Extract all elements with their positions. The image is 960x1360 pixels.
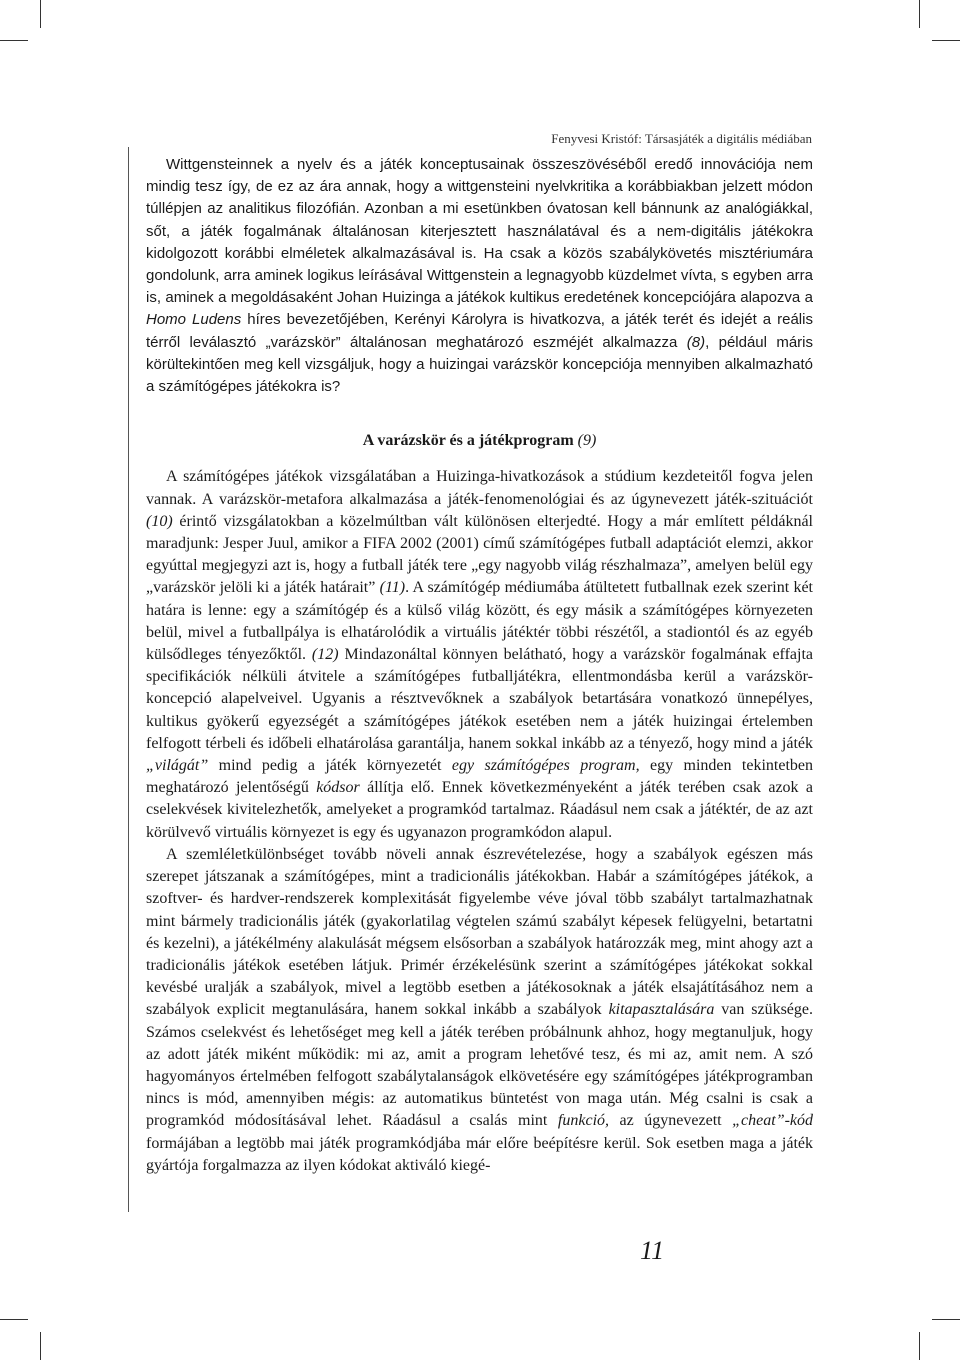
text-run: . A számítógép médiumába átültetett futballnak ezek szerint két határa is lenne: egy a számítógép és a külső világ között, és egy másik a számítógépes környezeten belül, mivel a futballpálya is elhatárolódik a virtuális játéktér többi részétől, a stadiontól és az egyéb külsődleges tényezőktől.	[146, 579, 814, 664]
text-run: Wittgensteinnek a nyelv és a játék konceptusainak összeszövéséből eredő innovációja nem mindig tesz így, de ez az ára annak, hogy a wittgensteini nyelvkritika a korábbiakban jelzett módon túllépjen az analitikus filozófián. Azonban a mi esetünkben óvatosan kell bánnunk az analógiákkal, sőt, a játék fogalmának általánosan kiterjesztett használatával és a nem-digitális játékokra kidolgozott korábbi elméletek alkalmazásával is. Ha csak a közös szabálykövetés misztériumára gondolunk, arra aminek logikus leírásával Wittgenstein a legnagyobb küzdelmet vívta, s egyben arra is, aminek a megoldásaként Johan Huizinga a játékok kultikus eredetének koncepciójára alapozva a	[146, 156, 813, 307]
paragraph-3	[146, 844, 813, 1177]
emphasis: „cheat”-kód	[732, 1112, 814, 1130]
text-run: állítja elő. Ennek következményeként a játék terében csak azok a cselekvések kivitelezhetők, amelyeket a programkód tartalmaz. Ráadásul nem csak a játéktér, de az azt körülvevő virtuális környezet is egy és ugyanazon programkódon alapul.	[146, 779, 813, 841]
paragraph-intro	[146, 154, 813, 398]
emphasis: egy számítógépes program,	[451, 757, 640, 775]
section-title-text: A varázskör és a játékprogram	[362, 432, 574, 450]
text-run: , például máris körültekintően meg kell vizsgáljuk, hogy a huizingai varázskör koncepciója mennyiben alkalmazható a számítógépes játékokra is?	[146, 333, 814, 396]
crop-mark	[40, 0, 41, 28]
footnote-ref: (10)	[146, 512, 173, 530]
page-number: 11	[640, 1236, 665, 1265]
footnote-ref: (12)	[311, 646, 339, 664]
text-run: van szüksége. Számos cselekvést és lehetőséget meg kell a játék terében próbálnunk ahhoz, hogy megtanuljuk, hogy az adott játék miként működik: mi az, amit a program lehetővé tesz, és mi az, amit nem. A szó hagyományos értelmében felfogott szabálytalanságok elkövetésére egy számítógépes játékprogramban nincs is mód, amennyiben mégis: az automatikus büntetést von maga után. Még csalni is csak a programkód módosításával lehet. Ráadásul a csalás mint	[146, 1001, 814, 1130]
text-run: érintő vizsgálatokban a közelmúltban vált különösen elterjedté. Hogy a már említett példáknál maradjunk: Jesper Juul, amikor a FIFA 2002 (2001) című számítógépes futball adaptációt elemzi, akkor egyúttal megjegyzi azt is, hogy a futball játék tere „egy nagyobb világ részhalmaza”, amelyen belül egy „varázskör jelöli ki a játék határait”	[146, 512, 813, 597]
emphasis: funkció,	[557, 1112, 610, 1130]
page-body	[146, 154, 813, 1177]
text-run: az úgynevezett	[609, 1112, 733, 1130]
book-title: Homo Ludens	[146, 311, 242, 329]
crop-mark	[932, 1319, 960, 1320]
paragraph-2	[146, 466, 813, 843]
running-head: Fenyvesi Kristóf: Társasjáték a digitális médiában	[551, 131, 812, 146]
crop-mark	[919, 0, 920, 28]
footnote-ref: (9)	[577, 432, 597, 450]
text-run: A számítógépes játékok vizsgálatában a Huizinga-hivatkozások a stúdium kezdeteitől fogva jelen vannak. A varázskör-metafora alkalmazása a játék-fenomenológiai és az úgynevezett játék-szituációt	[146, 468, 813, 508]
text-run: formájában a legtöbb mai játék programkódjába már előre beépítésre kerül. Sok esetben maga a játék gyártója forgalmazza az ilyen kódokat aktiváló kiegé-	[146, 1134, 813, 1174]
text-run: mind pedig a játék környezetét	[208, 757, 452, 775]
section-title	[146, 430, 813, 452]
text-run: híres bevezetőjében, Kerényi Károlyra is hivatkozva, a játék terét és idejét a reális térről leválasztó „varázskör” általánosan meghatározó eszméjét alkalmazza	[146, 311, 813, 351]
text-run: egy minden tekintetben meghatározó jelentőségű	[146, 757, 813, 797]
crop-mark	[0, 40, 28, 41]
margin-rule	[128, 147, 129, 1212]
footnote-ref: (8)	[686, 333, 706, 351]
crop-mark	[0, 1319, 28, 1320]
crop-mark	[919, 1332, 920, 1360]
emphasis: kódsor	[316, 779, 360, 797]
text-run: Mindazonáltal könnyen belátható, hogy a varázskör fogalmának effajta specifikációk nélküli átvitele a számítógépes futballjátékra, ellentmondásba kerül a varázskör-koncepció alapelveivel. Ugyanis a résztvevőknek a szabályok betartására vonatkozó ünnepélyes, kultikus gyökerű egyezségét a számítógépes játékok esetében nem a játék huizingai értelemben felfogott térbeli és időbeli elhatárolása garantálja, hanem sokkal inkább az a tényező, hogy mind a játék	[146, 646, 814, 752]
footnote-ref: (11)	[379, 579, 406, 597]
emphasis: kitapasztalására	[608, 1001, 715, 1019]
crop-mark	[932, 40, 960, 41]
crop-mark	[40, 1332, 41, 1360]
emphasis: „világát”	[146, 757, 209, 775]
text-run: A szemléletkülönbséget tovább növeli annak észrevételezése, hogy a szabályok egészen más szerepet játszanak a számítógépes, mint a tradicionális játékokban. Habár a számítógépes játékok, a szoftver- és hardver-rendszerek komplexitását figyelembe véve jóval több szabályt tartalmazhatnak mint bármely tradicionális játék (gyakorlatilag végtelen számú szabályt képesek felügyelni, betartatni és kezelni), a játékélmény alakulását mégsem elsősorban a szabályok határozzák meg, mint ahogy azt a tradicionális játékok esetében látjuk. Primér érzékelésünk szerint a számítógépes játékokat sokkal kevésbé uralják a szabályok, mivel a legtöbb esetben a játékosoknak a játék elsajátításához nem a szabályok explicit megtanulására, hanem sokkal inkább a szabályok	[146, 845, 813, 1019]
